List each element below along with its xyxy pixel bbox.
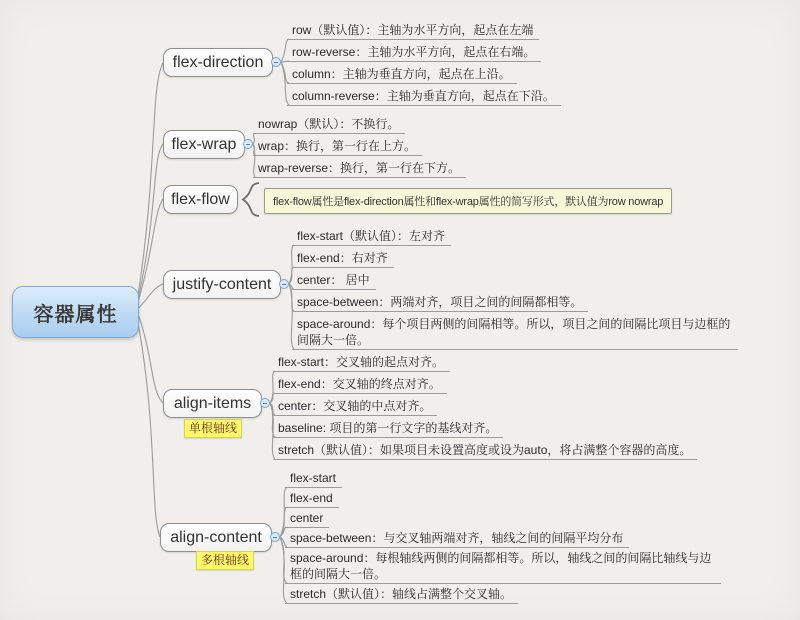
leaf-row-reverse[interactable]: row-reverse：主轴为水平方向，起点在右端。 xyxy=(287,42,541,62)
leaf-stretch[interactable]: stretch（默认值）：如果项目未设置高度或设为auto，将占满整个容器的高度。 xyxy=(273,440,697,460)
leaf-flex-start[interactable]: flex-start（默认值）：左对齐 xyxy=(292,226,451,246)
collapse-button[interactable] xyxy=(279,279,289,289)
flex-flow-note[interactable]: flex-flow属性是flex-direction属性和flex-wrap属性的简写形式，默认值为row nowrap xyxy=(264,188,672,214)
collapse-button[interactable] xyxy=(271,57,281,67)
minus-icon xyxy=(263,403,267,404)
leaf-flex-start[interactable]: flex-start xyxy=(285,468,342,488)
leaf-flex-end[interactable]: flex-end：交叉轴的终点对齐。 xyxy=(273,374,447,394)
connector-line xyxy=(137,144,163,304)
branch-node-flex-wrap[interactable]: flex-wrap xyxy=(163,130,245,159)
leaf-column-reverse[interactable]: column-reverse：主轴为垂直方向，起点在下沿。 xyxy=(287,86,561,106)
branch-node-flex-flow[interactable]: flex-flow xyxy=(163,185,238,214)
leaf-nowrap[interactable]: nowrap（默认）：不换行。 xyxy=(253,114,405,134)
leaf-center[interactable]: center： 居中 xyxy=(292,270,376,290)
brace-icon xyxy=(243,183,259,216)
axis-tag-single-line: 单根轴线 xyxy=(184,419,242,438)
branch-node-flex-direction[interactable]: flex-direction xyxy=(163,48,273,77)
branch-node-align-content[interactable]: align-content xyxy=(160,523,272,552)
connector-line xyxy=(137,199,163,306)
root-node-container-properties[interactable]: 容器属性 xyxy=(12,286,139,338)
minus-icon xyxy=(282,284,286,285)
leaf-column[interactable]: column：主轴为垂直方向，起点在上沿。 xyxy=(287,64,517,84)
leaf-space-around[interactable]: space-around：每根轴线两侧的间隔都相等。所以，轴线之间的间隔比轴线与边框的间隔大一倍。 xyxy=(285,548,721,584)
leaf-stretch[interactable]: stretch（默认值）：轴线占满整个交叉轴。 xyxy=(285,584,518,604)
collapse-button[interactable] xyxy=(260,398,270,408)
minus-icon xyxy=(274,62,278,63)
leaf-wrap-reverse[interactable]: wrap-reverse：换行，第一行在下方。 xyxy=(253,158,466,178)
collapse-button[interactable] xyxy=(270,532,280,542)
minus-icon xyxy=(246,144,250,145)
connector-line xyxy=(138,314,163,403)
connector-line xyxy=(137,317,160,537)
leaf-space-between[interactable]: space-between：两端对齐，项目之间的间隔都相等。 xyxy=(292,292,588,312)
leaf-row[interactable]: row（默认值）：主轴为水平方向，起点在左端 xyxy=(287,20,539,40)
branch-node-justify-content[interactable]: justify-content xyxy=(163,270,281,299)
branch-node-align-items[interactable]: align-items xyxy=(163,389,262,418)
leaf-space-around[interactable]: space-around：每个项目两侧的间隔相等。所以，项目之间的间隔比项目与边框的间隔大一倍。 xyxy=(292,314,738,350)
minus-icon xyxy=(273,537,277,538)
leaf-baseline[interactable]: baseline: 项目的第一行文字的基线对齐。 xyxy=(273,418,503,438)
leaf-flex-start[interactable]: flex-start：交叉轴的起点对齐。 xyxy=(273,352,450,372)
axis-tag-multi-line: 多根轴线 xyxy=(196,551,254,570)
leaf-flex-end[interactable]: flex-end xyxy=(285,488,339,508)
leaf-center[interactable]: center：交叉轴的中点对齐。 xyxy=(273,396,437,416)
leaf-flex-end[interactable]: flex-end：右对齐 xyxy=(292,248,394,268)
leaf-space-between[interactable]: space-between：与交叉轴两端对齐，轴线之间的间隔平均分布 xyxy=(285,528,629,548)
collapse-button[interactable] xyxy=(243,139,253,149)
leaf-center[interactable]: center xyxy=(285,508,329,528)
connector-line xyxy=(137,63,163,302)
leaf-wrap[interactable]: wrap：换行，第一行在上方。 xyxy=(253,136,422,156)
